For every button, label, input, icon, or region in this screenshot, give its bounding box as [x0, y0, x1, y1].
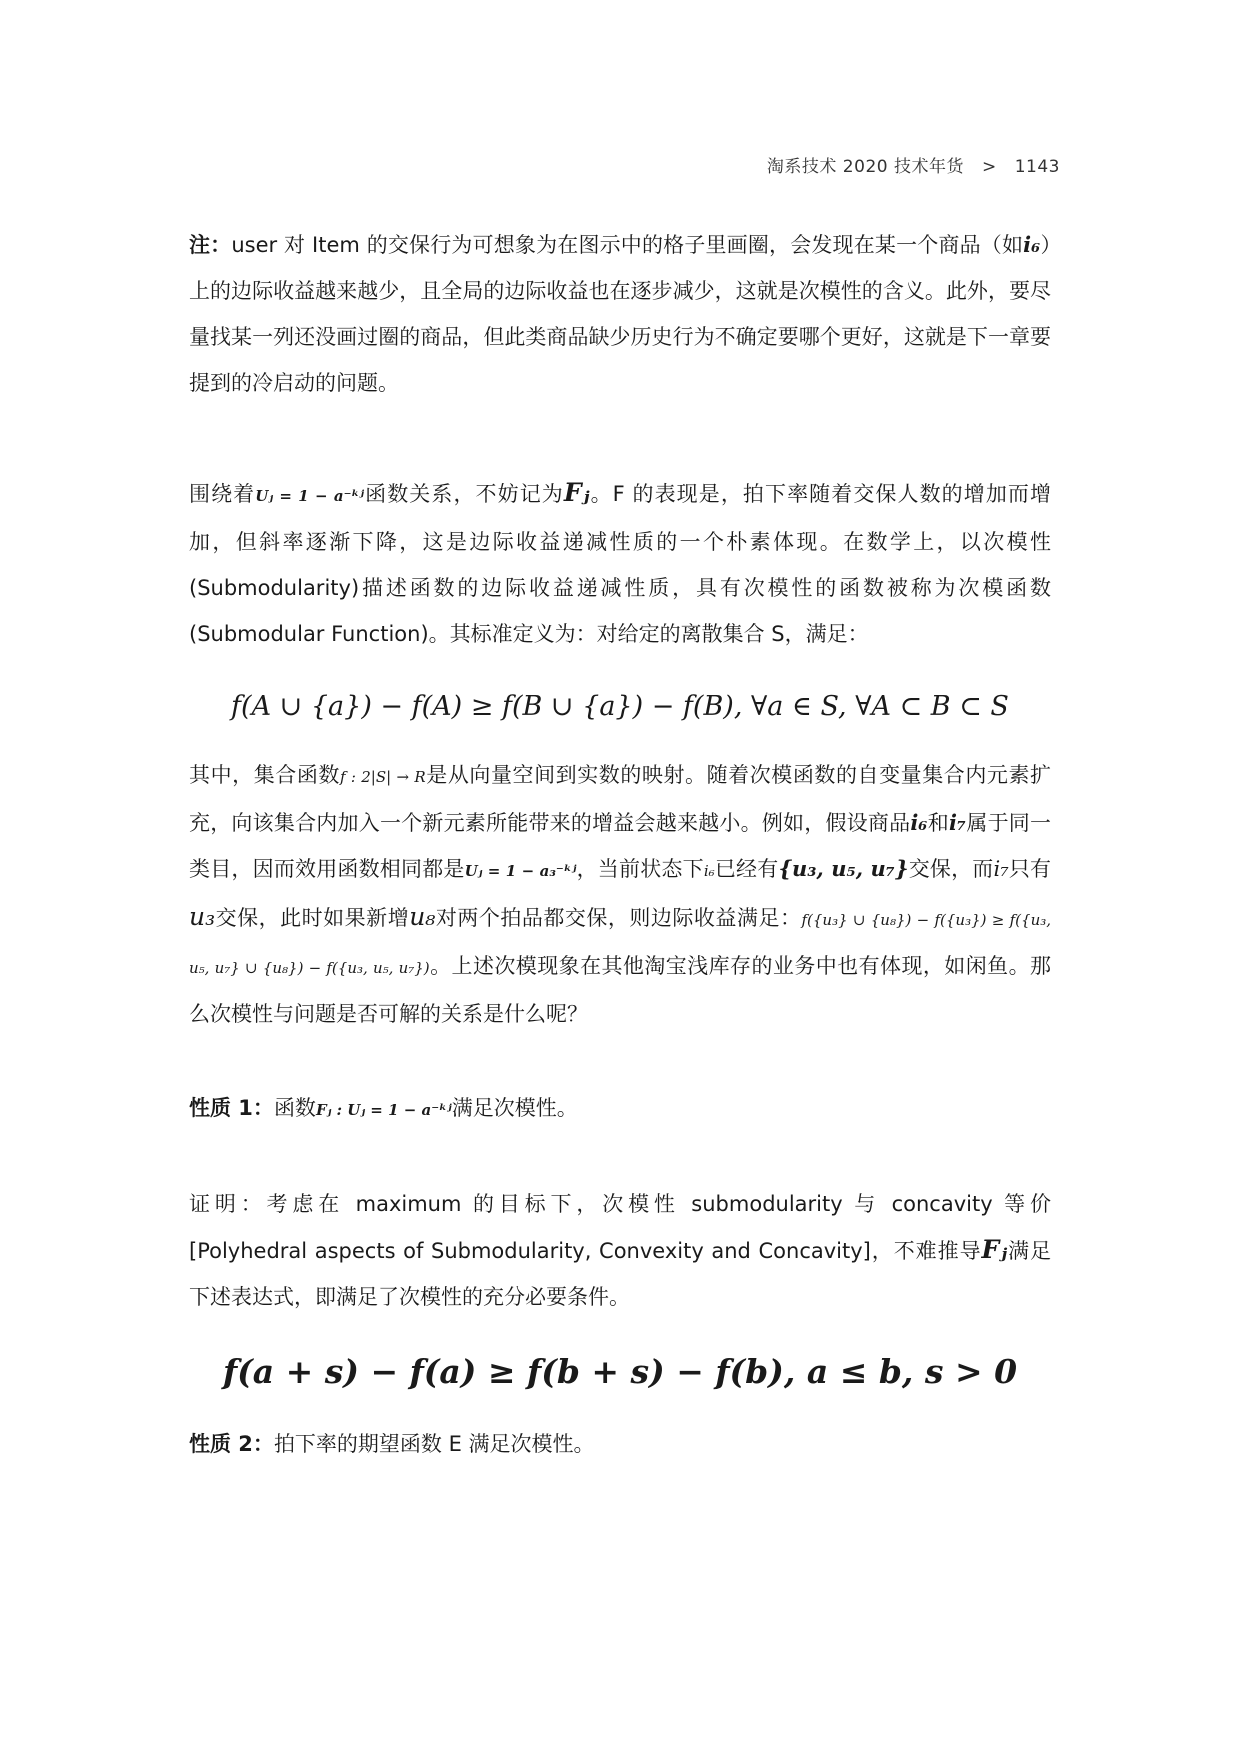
math-u3: u₃: [189, 902, 216, 931]
math-fj: Fⱼ: [981, 1235, 1008, 1264]
math-i7: i₇: [993, 857, 1009, 881]
p1-text-2: 函数关系，不妨记为: [364, 482, 564, 506]
property-1-label: 性质 1：: [189, 1096, 274, 1120]
p2-text-5: ，当前状态下: [576, 857, 704, 881]
header-separator: >: [981, 157, 997, 177]
p2-text-11: 。上述次模现象在其他淘宝浅库存的业务中也有体现，如闲鱼。那么次模性与问题是否可解的关系是什么呢？: [189, 954, 1052, 1026]
math-i6: i₆: [910, 810, 928, 835]
math-u8: u₈: [409, 902, 436, 931]
p2-text-3: 和: [927, 811, 949, 835]
p2-text-9: 交保，此时如果新增: [215, 906, 410, 930]
note-paragraph: [189, 222, 1051, 406]
p1-text-1: 围绕着: [189, 482, 256, 506]
concavity-formula: f(a + s) − f(a) ≥ f(b + s) − f(b), a ≤ b, s > 0: [222, 1352, 1018, 1391]
p2-text-4: 属于同一类目，因而效用函数相同都是: [189, 811, 1052, 881]
property-2-text: 拍下率的期望函数 E 满足次模性。: [273, 1432, 595, 1456]
property-1: [189, 1085, 1051, 1133]
math-i6: i₆: [703, 862, 715, 880]
proof-paragraph: [189, 1181, 1051, 1320]
math-fj-utility: Fⱼ : Uⱼ = 1 − a⁻ᵏʲ: [315, 1101, 452, 1119]
p2-text-1: 其中，集合函数: [189, 763, 340, 787]
math-set-function: f : 2|S| → R: [339, 768, 426, 786]
math-utility-a3: Uⱼ = 1 − a₃⁻ᵏʲ: [464, 862, 577, 880]
math-user-set: {u₃, u₅, u₇}: [778, 856, 909, 881]
note-label: 注：: [189, 233, 232, 257]
property-1-text-1: 函数: [273, 1096, 316, 1120]
book-title: 淘系技术 2020 技术年货: [766, 157, 964, 177]
p2-text-7: 交保，而: [908, 857, 994, 881]
p2-text-6: 已经有: [714, 857, 779, 881]
p2-text-2: 是从向量空间到实数的映射。随着次模函数的自变量集合内元素扩充，向该集合内加入一个新元素所能带来的增益会越来越小。例如，假设商品: [189, 763, 1052, 835]
math-i6: i₆: [1023, 232, 1041, 257]
page-content: [189, 222, 1051, 1467]
p1-text-3: 。F 的表现是，拍下率随着交保人数的增加而增加，但斜率逐渐下降，这是边际收益递减性质的一个朴素体现。在数学上，以次模性(Submodularity)描述函数的边际收益递减性质，具有次模性的函数被称为次模函数(Submodular Function)。其标准定义为：对给定的离散集合 S，满足：: [189, 482, 1052, 646]
math-i7: i₇: [948, 810, 967, 835]
note-text-1: user 对 Item 的交保行为可想象为在图示中的格子里画圈，会发现在某一个商品（如: [231, 233, 1024, 257]
example-paragraph: [189, 752, 1051, 1037]
math-utility: Uⱼ = 1 − a⁻ᵏʲ: [255, 487, 365, 505]
property-2-label: 性质 2：: [189, 1432, 274, 1456]
proof-text-2: 满足下述表达式，即满足了次模性的充分必要条件。: [189, 1239, 1051, 1309]
running-header: [767, 152, 1060, 177]
submodular-definition-formula: f(A ∪ {a}) − f(A) ≥ f(B ∪ {a}) − f(B), ∀a ∈ S, ∀A ⊂ B ⊂ S: [231, 691, 1009, 722]
math-marginal-inequality: f({u₃} ∪ {u₈}) − f({u₃}) ≥ f({u₃, u₅, u₇} ∪ {u₈}) − f({u₃, u₅, u₇}): [189, 911, 1052, 977]
proof-text-1: 证明：考虑在 maximum 的目标下，次模性 submodularity 与 concavity 等价[Polyhedral aspects of Submodularity, Convexity and Concavity]，不难推导: [189, 1192, 1051, 1263]
math-fj: Fⱼ: [563, 478, 590, 507]
note-text-2: ）上的边际收益越来越少，且全局的边际收益也在逐步减少，这就是次模性的含义。此外，要尽量找某一列还没画过圈的商品，但此类商品缺少历史行为不确定要哪个更好，这就是下一章要提到的冷启动的问题。: [189, 233, 1052, 395]
property-1-text-2: 满足次模性。: [451, 1096, 578, 1120]
p2-text-8: 只有: [1008, 857, 1052, 881]
page-number: 1143: [1014, 157, 1060, 177]
p2-text-10: 对两个拍品都交保，则边际收益满足：: [435, 906, 802, 930]
submodularity-paragraph: [189, 470, 1051, 657]
property-2: [189, 1421, 1051, 1467]
